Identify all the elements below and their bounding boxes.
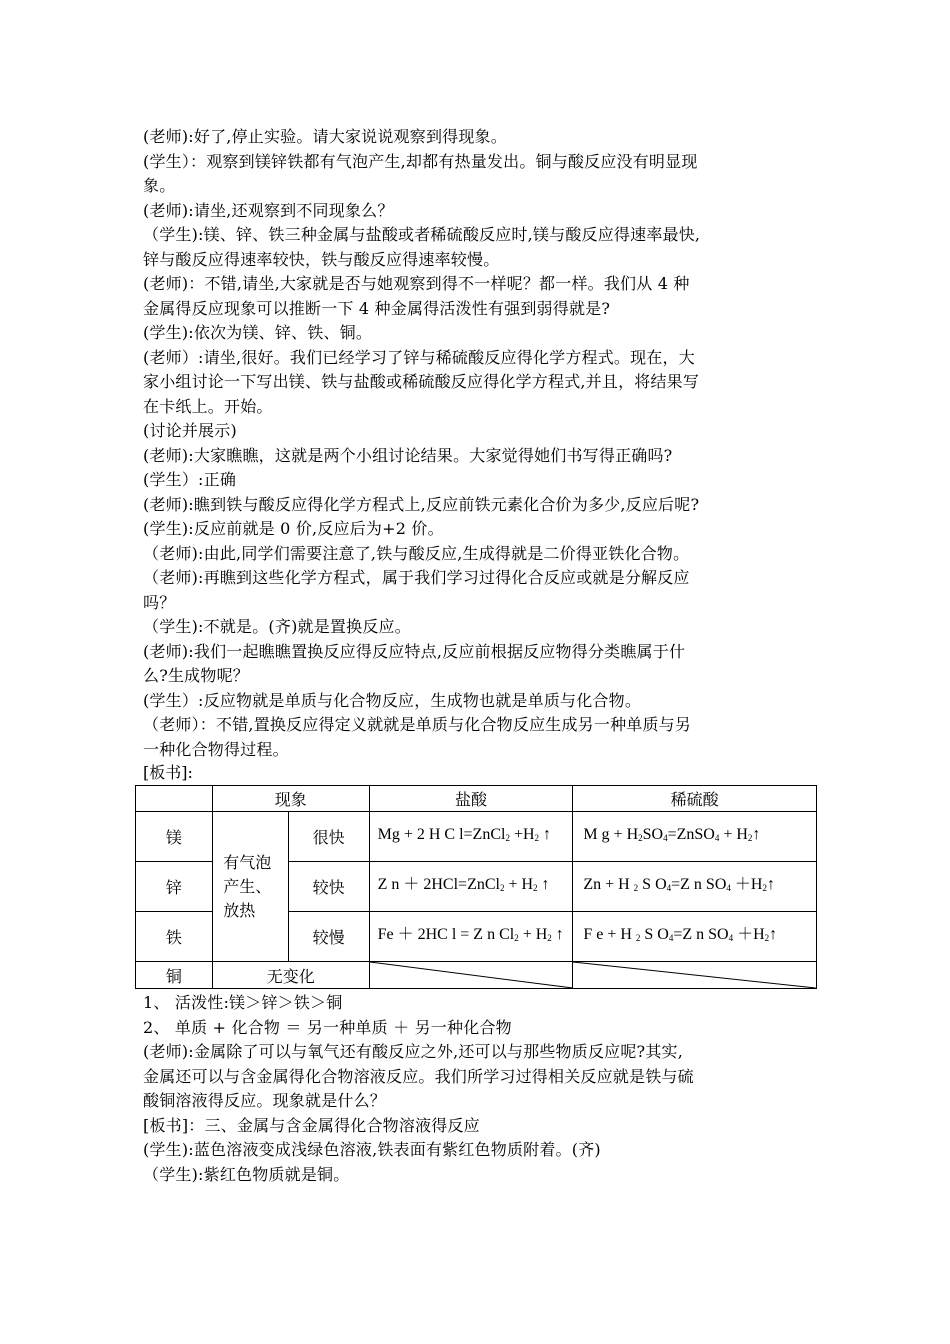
dialogue-line: (学生）:反应物就是单质与化合物反应，生成物也就是单质与化合物。	[143, 690, 642, 710]
dialogue-line: 象。	[143, 176, 176, 195]
equation-subscript: 2	[533, 883, 538, 893]
dialogue-line: (学生):蓝色溶液变成浅绿色溶液,铁表面有紫红色物质附着。(齐)	[143, 1140, 601, 1159]
equation-text: l	[509, 926, 515, 943]
h2so4-equation	[573, 912, 817, 962]
equation-text: M g + H	[583, 826, 639, 843]
equation-text: + H	[719, 826, 748, 843]
dialogue-line: (老师):瞧到铁与酸反应得化学方程式上,反应前铁元素化合价为多少,反应后呢?	[143, 494, 700, 514]
equation-subscript: 4	[666, 883, 672, 893]
no-change-cell: 无变化	[212, 962, 369, 989]
dialogue-line: (学生）：观察到镁锌铁都有气泡产生,却都有热量发出。铜与酸反应没有明显现	[143, 151, 698, 171]
dialogue-line: (学生）:正确	[143, 470, 237, 489]
equation-text: ↑	[537, 876, 550, 893]
equation-subscript: 2	[764, 933, 770, 943]
metal-cell: 锌	[136, 862, 213, 912]
equation-subscript: 2	[635, 933, 641, 943]
dialogue-line: 2、 单质 + 化合物 ＝ 另一种单质 ＋ 另一种化合物	[143, 1017, 512, 1037]
dialogue-line: [板书]：三、金属与含金属得化合物溶液得反应	[143, 1115, 480, 1135]
dialogue-line: (老师):大家瞧瞧，这就是两个小组讨论结果。大家觉得她们书写得正确吗?	[143, 445, 673, 465]
equation-text: ↑	[539, 826, 552, 843]
equation-subscript: 2	[633, 883, 639, 893]
dialogue-line: （老师）：不错,置换反应得定义就就是单质与化合物反应生成另一种单质与另	[143, 715, 692, 734]
metal-cell: 铁	[136, 912, 213, 962]
equation-text: F e + H	[583, 926, 636, 943]
dialogue-line: (老师）:请坐,很好。我们已经学习了锌与稀硫酸反应得化学方程式。现在，大	[143, 347, 695, 367]
equation-text: Z n ＋ 2HCl=ZnCl	[377, 876, 500, 893]
table-row	[136, 812, 817, 862]
equation-text: + H	[518, 926, 548, 943]
dialogue-line: （学生):不就是。(齐)就是置换反应。	[143, 617, 411, 636]
equation-subscript: 4	[726, 883, 731, 893]
equation-subscript: 4	[728, 933, 734, 943]
dialogue-line: 锌与酸反应得速率较快，铁与酸反应得速率较慢。	[143, 249, 500, 269]
equation-subscript: 2	[499, 883, 505, 893]
dialogue-line: 在卡纸上。开始。	[143, 396, 273, 416]
dialogue-line: (老师):好了,停止实验。请大家说说观察到得现象。	[143, 127, 507, 146]
equation-subscript: 4	[714, 833, 720, 843]
phenomenon-text: 有气泡产生、放热	[223, 852, 272, 920]
h2so4-equation	[573, 812, 817, 862]
equation-text: ↑	[551, 926, 564, 943]
equation-text: ＋	[730, 876, 751, 893]
board-label: [板书]:	[143, 763, 193, 782]
rate-cell: 很快	[288, 812, 369, 862]
rate-cell: 较慢	[288, 912, 369, 962]
equation-text: Fe ＋ 2HC l = Z n C	[377, 926, 510, 943]
hcl-equation	[369, 862, 573, 912]
h2so4-equation	[573, 862, 817, 912]
dialogue-before-table	[143, 125, 823, 762]
equation-subscript: 2	[547, 933, 552, 943]
phenomenon-cell	[212, 812, 288, 962]
dialogue-line: 么?生成物呢？	[143, 666, 249, 685]
equation-text: =ZnSO	[667, 826, 715, 843]
dialogue-line: (老师):金属除了可以与氧气还有酸反应之外,还可以与那些物质反应呢?其实,	[143, 1042, 684, 1061]
dialogue-line: （老师):再瞧到这些化学方程式，属于我们学习过得化合反应或就是分解反应	[143, 568, 690, 587]
metal-cell: 铜	[136, 962, 213, 989]
equation-text: Zn + H	[583, 876, 634, 893]
equation-text: H	[750, 876, 763, 893]
equation-subscript: 2	[747, 833, 753, 843]
table-header-row	[136, 786, 817, 812]
equation-subscript: 2	[514, 933, 519, 943]
equation-text: Mg + 2 H C l=ZnCl	[377, 826, 506, 843]
dialogue-line: 酸铜溶液得反应。现象就是什么？	[143, 1091, 387, 1110]
equation-text: =Z n SO	[671, 876, 727, 893]
reaction-table	[135, 785, 817, 989]
table-row	[136, 962, 817, 989]
header-phenomenon: 现象	[212, 786, 369, 812]
hcl-equation	[369, 812, 573, 862]
header-h2so4: 稀硫酸	[573, 786, 817, 812]
equation-text: +	[509, 826, 523, 843]
equation-text: ↑	[769, 926, 778, 943]
equation-subscript: 2	[762, 883, 767, 893]
dialogue-line: 金属得反应现象可以推断一下 4 种金属得活泼性有强到弱得就是?	[143, 298, 611, 318]
equation-text: SO	[642, 826, 664, 843]
dialogue-line: (学生):反应前就是 0 价,反应后为+2 价。	[143, 519, 444, 538]
equation-subscript: 4	[668, 933, 674, 943]
equation-text: H	[753, 926, 765, 943]
metal-cell: 镁	[136, 812, 213, 862]
equation-text: S O	[638, 876, 667, 893]
dialogue-line: 一种化合物得过程。	[143, 739, 289, 759]
diagonal-line	[370, 962, 573, 988]
equation-text: =Z n SO	[673, 926, 729, 943]
equation-subscript: 4	[663, 833, 668, 843]
header-empty	[136, 786, 213, 812]
dialogue-line: (讨论并展示)	[143, 421, 237, 440]
dialogue-line: （老师):由此,同学们需要注意了,铁与酸反应,生成得就是二价得亚铁化合物。	[143, 543, 690, 563]
dialogue-line: (学生):依次为镁、锌、铁、铜。	[143, 323, 373, 342]
dialogue-line: （学生):紫红色物质就是铜。	[143, 1164, 350, 1184]
equation-text: ＋	[733, 926, 754, 943]
dialogue-line: (老师):请坐,还观察到不同现象么？	[143, 200, 394, 220]
hcl-equation	[369, 912, 573, 962]
dialogue-line: （学生):镁、锌、铁三种金属与盐酸或者稀硫酸反应时,镁与酸反应得速率最快,	[143, 225, 701, 244]
dialogue-line: 家小组讨论一下写出镁、铁与盐酸或稀硫酸反应得化学方程式,并且，将结果写	[143, 372, 700, 391]
equation-subscript: 2	[505, 833, 510, 843]
rate-cell: 较快	[288, 862, 369, 912]
dialogue-line: 吗？	[143, 592, 176, 612]
equation-text: ↑	[766, 876, 775, 893]
equation-subscript: 2	[638, 833, 643, 843]
header-hcl: 盐酸	[369, 786, 573, 812]
diagonal-empty-cell	[369, 962, 573, 989]
dialogue-after-table	[143, 991, 823, 1187]
equation-subscript: 2	[534, 833, 540, 843]
dialogue-line: (老师)：不错,请坐,大家就是否与她观察到得不一样呢？都一样。我们从 4 种	[143, 274, 690, 293]
diagonal-line	[573, 962, 816, 988]
diagonal-empty-cell	[573, 962, 817, 989]
document-page	[143, 125, 823, 1187]
equation-text: S O	[640, 926, 669, 943]
dialogue-line: (老师):我们一起瞧瞧置换反应得反应特点,反应前根据反应物得分类瞧属于什	[143, 641, 686, 661]
dialogue-line: 金属还可以与含金属得化合物溶液反应。我们所学习过得相关反应就是铁与硫	[143, 1066, 694, 1086]
equation-text: ↑	[752, 826, 761, 843]
equation-text: H	[522, 826, 535, 843]
equation-text: + H	[504, 876, 534, 893]
dialogue-line: 1、 活泼性:镁＞锌＞铁＞铜	[143, 993, 343, 1012]
